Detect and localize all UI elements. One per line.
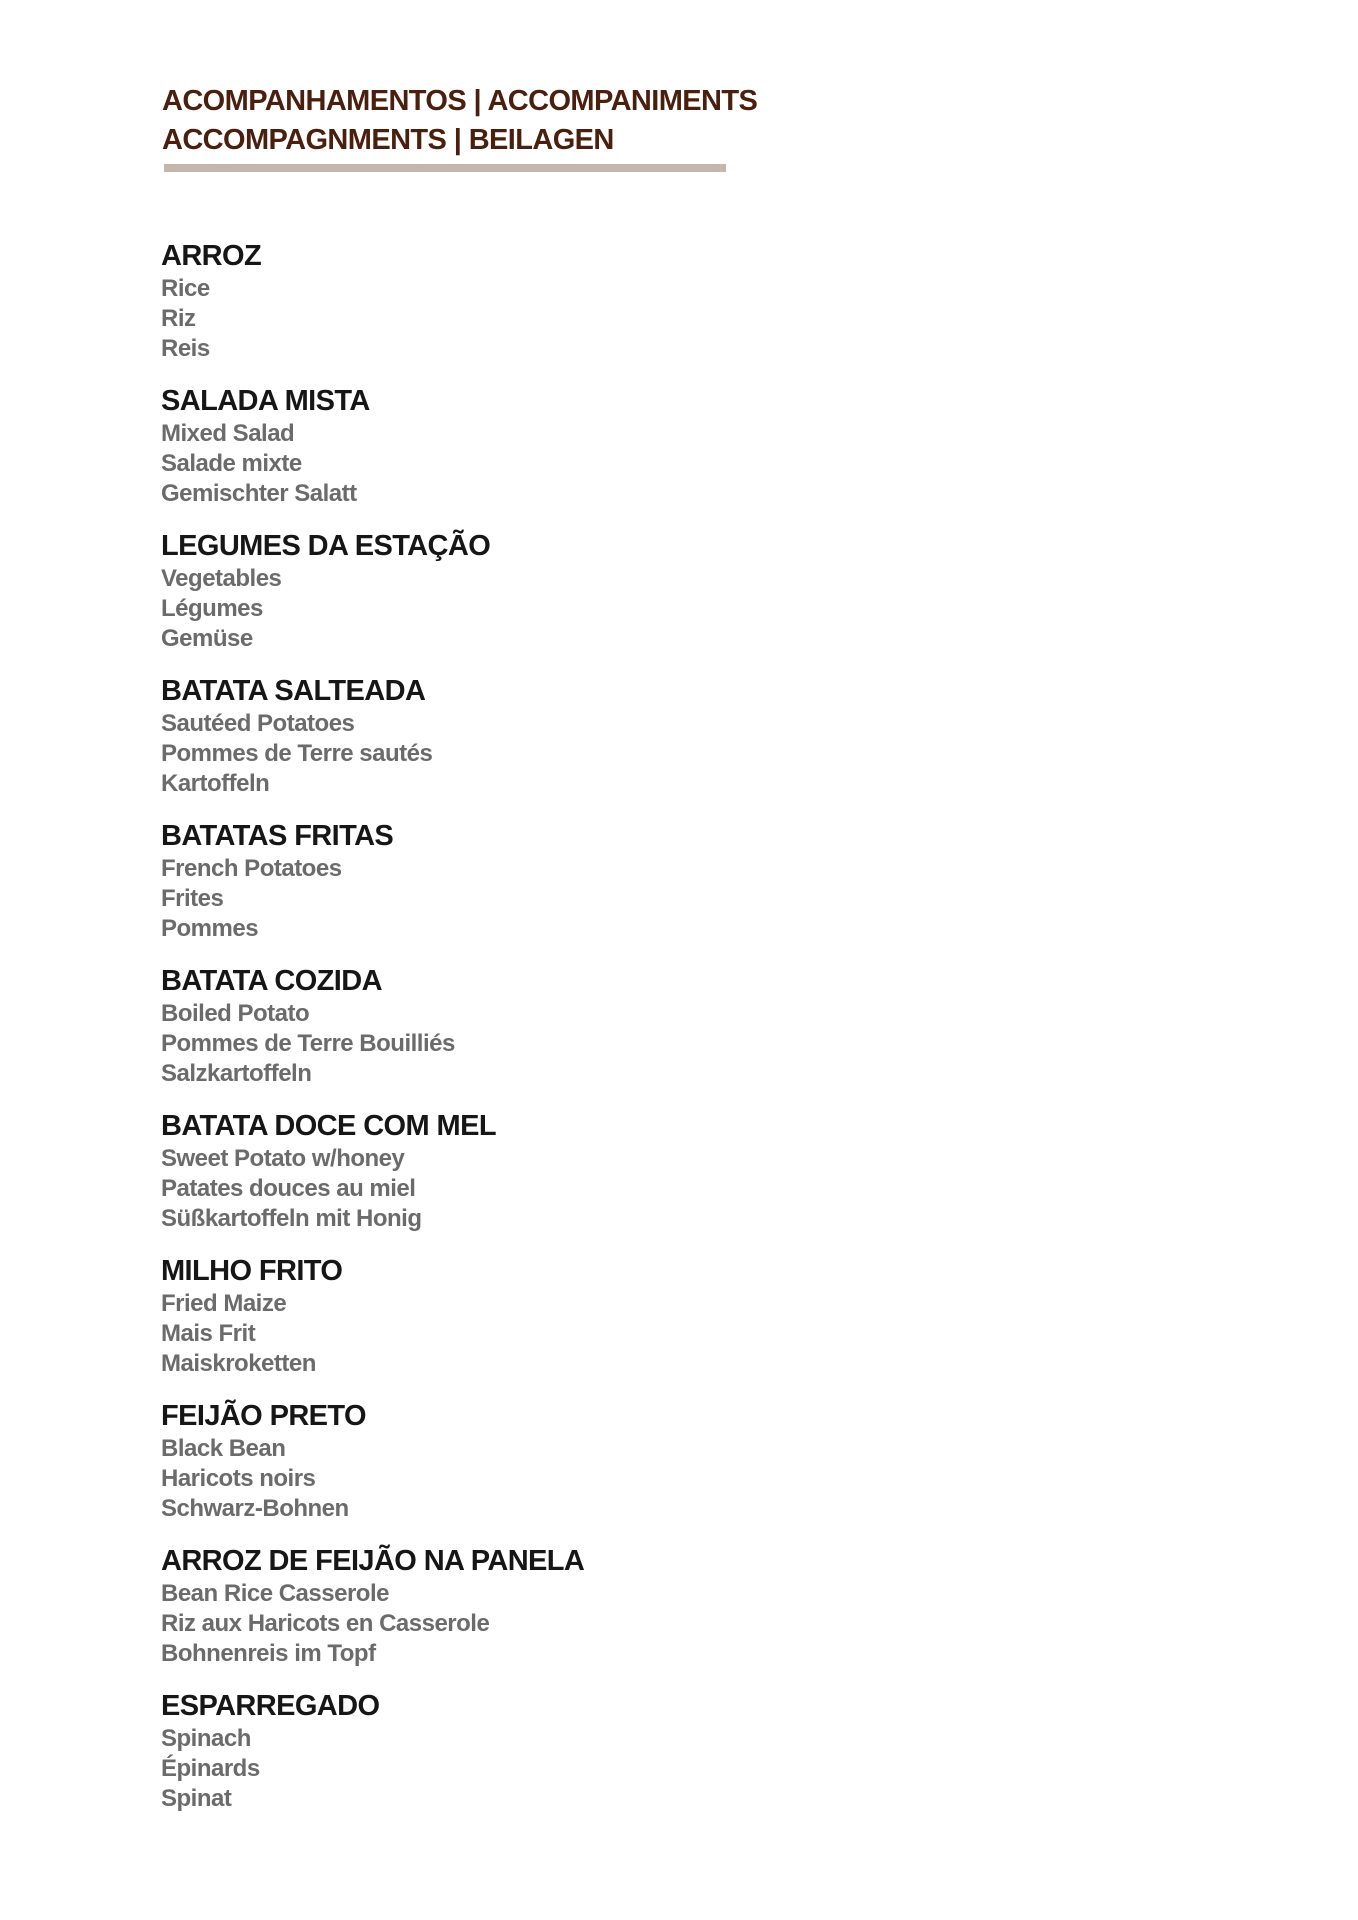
item-english: French Potatoes — [161, 855, 342, 882]
item-german: Salzkartoffeln — [161, 1060, 312, 1087]
item-french: Patates douces au miel — [161, 1175, 416, 1202]
item-english: Sweet Potato w/honey — [161, 1145, 405, 1172]
item-french: Riz — [161, 305, 196, 332]
item-german: Kartoffeln — [161, 770, 270, 797]
item-english: Sautéed Potatoes — [161, 710, 355, 737]
item-german: Süßkartoffeln mit Honig — [161, 1205, 422, 1232]
item-title: BATATA SALTEADA — [161, 675, 426, 707]
item-french: Légumes — [161, 595, 263, 622]
menu-item-arroz-de-feijao — [161, 1543, 961, 1688]
menu-header — [162, 82, 758, 160]
item-french: Riz aux Haricots en Casserole — [161, 1610, 490, 1637]
item-english: Bean Rice Casserole — [161, 1580, 389, 1607]
item-english: Boiled Potato — [161, 1000, 310, 1027]
item-title: ESPARREGADO — [161, 1690, 380, 1722]
item-german: Reis — [161, 335, 210, 362]
item-german: Bohnenreis im Topf — [161, 1640, 376, 1667]
item-title: BATATAS FRITAS — [161, 820, 394, 852]
item-title: LEGUMES DA ESTAÇÃO — [161, 530, 491, 562]
item-title: FEIJÃO PRETO — [161, 1400, 366, 1432]
item-french: Haricots noirs — [161, 1465, 316, 1492]
item-title: BATATA DOCE COM MEL — [161, 1110, 496, 1142]
menu-item-batata-salteada — [161, 673, 961, 818]
menu-item-batata-doce — [161, 1108, 961, 1253]
item-english: Rice — [161, 275, 210, 302]
menu-item-arroz — [161, 238, 961, 383]
item-german: Gemüse — [161, 625, 253, 652]
item-german: Gemischter Salatt — [161, 480, 357, 507]
item-title: MILHO FRITO — [161, 1255, 343, 1287]
item-french: Pommes de Terre Bouilliés — [161, 1030, 455, 1057]
item-english: Spinach — [161, 1725, 251, 1752]
item-german: Schwarz-Bohnen — [161, 1495, 349, 1522]
menu-item-salada-mista — [161, 383, 961, 528]
item-german: Maiskroketten — [161, 1350, 316, 1377]
item-english: Vegetables — [161, 565, 282, 592]
item-title: ARROZ — [161, 240, 262, 272]
item-french: Mais Frit — [161, 1320, 256, 1347]
header-title-line-2: ACCOMPAGNMENTS | BEILAGEN — [162, 124, 614, 156]
item-french: Frites — [161, 885, 224, 912]
menu-item-feijao-preto — [161, 1398, 961, 1543]
item-german: Spinat — [161, 1785, 232, 1812]
item-french: Pommes de Terre sautés — [161, 740, 433, 767]
menu-item-batata-cozida — [161, 963, 961, 1108]
item-german: Pommes — [161, 915, 259, 942]
item-title: ARROZ DE FEIJÃO NA PANELA — [161, 1545, 585, 1577]
menu-item-batatas-fritas — [161, 818, 961, 963]
header-divider — [164, 164, 726, 172]
header-title-line-1: ACOMPANHAMENTOS | ACCOMPANIMENTS — [162, 85, 758, 117]
item-french: Épinards — [161, 1755, 260, 1782]
item-english: Fried Maize — [161, 1290, 287, 1317]
item-english: Mixed Salad — [161, 420, 295, 447]
item-title: BATATA COZIDA — [161, 965, 382, 997]
menu-item-milho-frito — [161, 1253, 961, 1398]
accompaniments-list — [161, 238, 961, 1833]
item-english: Black Bean — [161, 1435, 286, 1462]
menu-item-esparregado — [161, 1688, 961, 1833]
menu-item-legumes — [161, 528, 961, 673]
item-french: Salade mixte — [161, 450, 302, 477]
item-title: SALADA MISTA — [161, 385, 370, 417]
